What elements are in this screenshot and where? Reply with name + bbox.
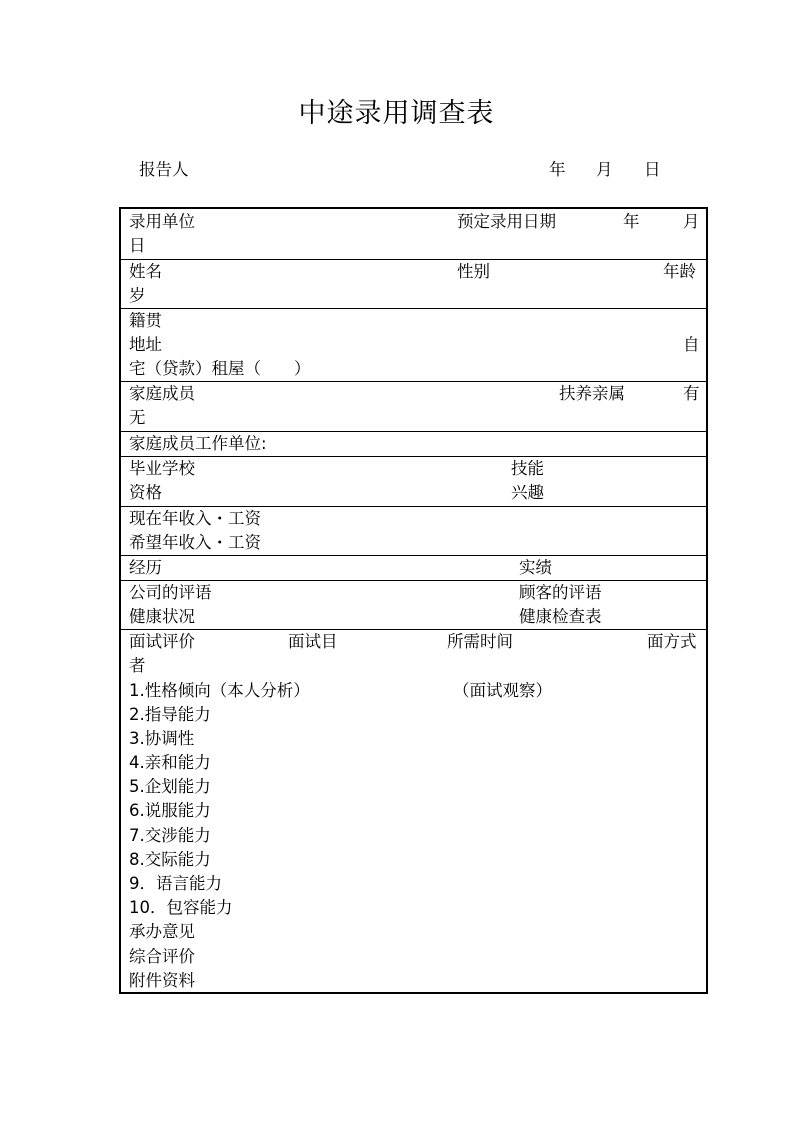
health-status-label: 健康状况 xyxy=(129,607,195,626)
company-comment-label: 公司的评语 xyxy=(129,583,212,602)
current-income-label: 现在年收入・工资 xyxy=(129,509,261,528)
expected-income-label: 希望年收入・工资 xyxy=(129,533,261,552)
age-unit-label: 岁 xyxy=(129,286,146,305)
none-label: 无 xyxy=(129,408,146,427)
row-divider xyxy=(121,308,706,309)
dependents-label: 扶养亲属 xyxy=(559,384,625,403)
row-divider xyxy=(121,555,706,556)
trait-item-2: 2.指导能力 xyxy=(129,705,211,724)
graduated-school-label: 毕业学校 xyxy=(129,459,195,478)
gender-label: 性别 xyxy=(457,262,490,281)
row-divider xyxy=(121,259,706,260)
planned-year-label: 年 xyxy=(623,212,640,231)
interview-item-label: 面试目 xyxy=(288,632,338,651)
row-divider xyxy=(121,629,706,630)
self-owned-label: 自 xyxy=(683,335,700,354)
qualification-label: 资格 xyxy=(129,483,162,502)
trait-item-7: 7.交涉能力 xyxy=(129,826,211,845)
trait-item-1: 1.性格倾向（本人分析） xyxy=(129,681,310,700)
experience-label: 经历 xyxy=(129,558,162,577)
name-label: 姓名 xyxy=(129,262,162,281)
trait-item-6: 6.说服能力 xyxy=(129,801,211,820)
family-members-label: 家庭成员 xyxy=(129,384,195,403)
header-day-label: 日 xyxy=(644,160,661,179)
age-label: 年龄 xyxy=(663,262,696,281)
overall-eval-label: 综合评价 xyxy=(129,947,195,966)
header-year-label: 年 xyxy=(549,160,566,179)
skills-label: 技能 xyxy=(511,459,544,478)
interview-eval-label: 面试评价 xyxy=(129,632,195,651)
handler-opinion-label: 承办意见 xyxy=(129,922,195,941)
interests-label: 兴趣 xyxy=(511,483,544,502)
header-month-label: 月 xyxy=(596,160,613,179)
planned-day-label: 日 xyxy=(129,236,146,255)
trait-item-8: 8.交际能力 xyxy=(129,850,211,869)
trait-item-5: 5.企划能力 xyxy=(129,777,211,796)
trait-item-9: 9．语言能力 xyxy=(129,874,222,893)
client-comment-label: 顾客的评语 xyxy=(519,583,602,602)
trait-item-4: 4.亲和能力 xyxy=(129,753,211,772)
observation-label: （面试观察） xyxy=(453,681,552,700)
attachments-label: 附件资料 xyxy=(129,971,195,990)
achievements-label: 实绩 xyxy=(519,558,552,577)
address-label: 地址 xyxy=(129,335,162,354)
family-work-unit-label: 家庭成员工作单位: xyxy=(129,434,267,453)
time-required-label: 所需时间 xyxy=(447,632,513,651)
health-check-label: 健康检查表 xyxy=(519,607,602,626)
housing-label: 宅（贷款）租屋（ ） xyxy=(129,359,311,378)
trait-item-3: 3.协调性 xyxy=(129,729,195,748)
have-label: 有 xyxy=(683,384,700,403)
native-place-label: 籍贯 xyxy=(129,311,162,330)
row-divider xyxy=(121,456,706,457)
survey-form-table xyxy=(119,207,708,994)
trait-item-10: 10．包容能力 xyxy=(129,898,233,917)
hire-unit-label: 录用单位 xyxy=(129,212,195,231)
interviewer-label: 者 xyxy=(129,656,146,675)
page-title: 中途录用调查表 xyxy=(298,98,495,129)
reporter-label: 报告人 xyxy=(139,160,189,179)
planned-date-label: 预定录用日期 xyxy=(457,212,556,231)
planned-month-label: 月 xyxy=(683,212,700,231)
interview-method-label: 面方式 xyxy=(647,632,697,651)
